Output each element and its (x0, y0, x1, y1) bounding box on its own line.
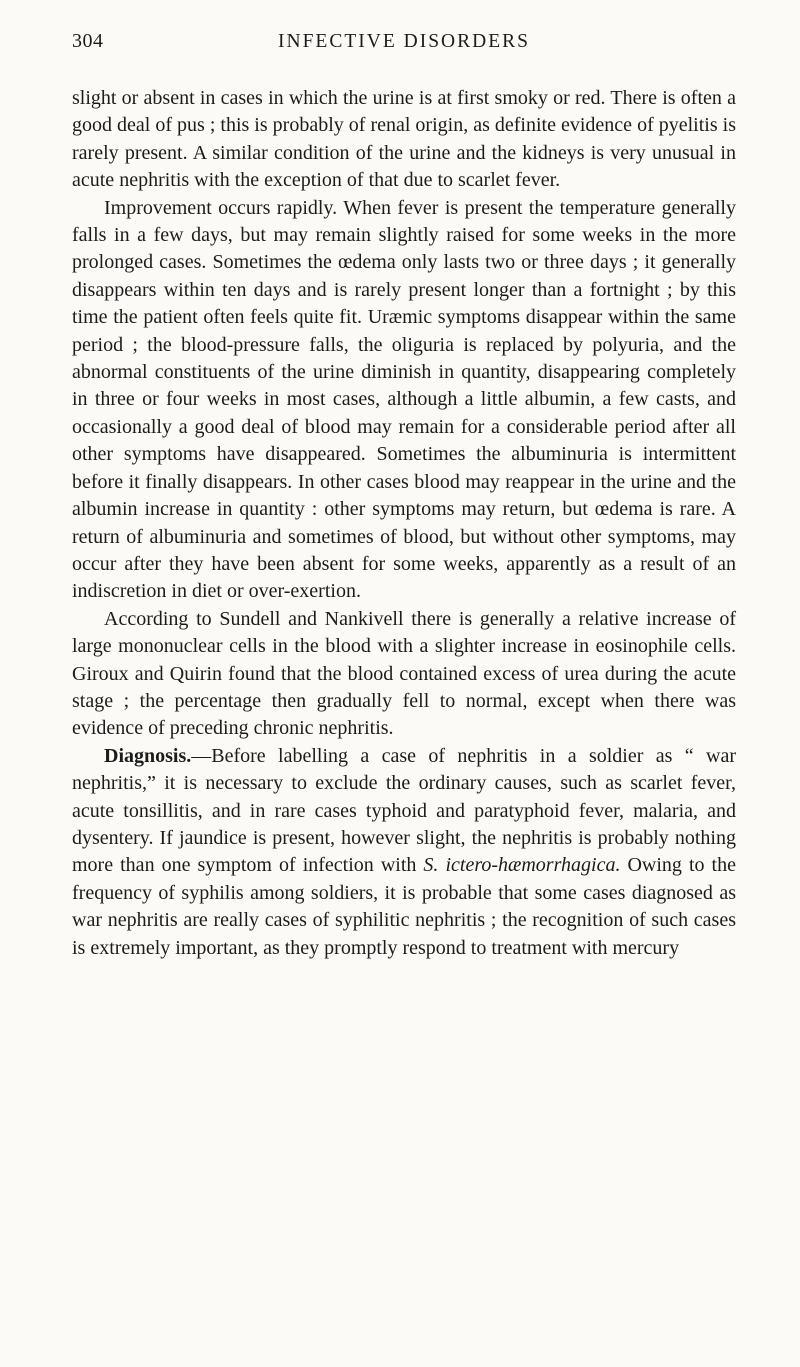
paragraph-blood-findings: According to Sundell and Nankivell there is generally a relative increase of large mononuclear cells in the blood with a slighter increase in eosinophile cells. Giroux and Quirin found that the blood contained excess of urea during the acute stage ; the percentage then gradually fell to normal, except when there was evidence of preceding chronic nephritis. (72, 607, 736, 740)
diagnosis-run-in-heading: Diagnosis. (104, 744, 192, 767)
diagnosis-text-part-1: —Before labelling a case of nephritis in a soldier as “ war nephritis,” it is necessary to exclude the ordinary causes, such as scarlet fever, acute tonsillitis, and in rare cases typhoid and paratyphoid fever, malaria, and dysentery. If jaundice is present, however slight, the nephritis is probably nothing more than one symptom of infection with (72, 744, 736, 877)
page-number: 304 (72, 30, 104, 52)
running-header (72, 30, 736, 53)
species-name-italic: S. ictero-hæmorrhagica. (423, 854, 621, 877)
paragraph-continuation: slight or absent in cases in which the urine is at first smoky or red. There is often a good deal of pus ; this is probably of renal origin, as definite evidence of pyelitis is rarely present. A similar condition of the urine and the kidneys is very unusual in acute nephritis with the exception of that due to scarlet fever. (72, 87, 736, 192)
page-body (72, 85, 736, 962)
running-title: INFECTIVE DISORDERS (278, 31, 530, 52)
diagnosis-text-part-2: Owing to the frequency of syphilis among soldiers, it is probable that some cases diagnosed as war nephritis are really cases of syphilitic nephritis ; the recognition of such cases is extremely important, as they promptly respond to treatment with mercury (72, 854, 736, 959)
paragraph-improvement: Improvement occurs rapidly. When fever is present the temperature generally falls in a few days, but may remain slightly raised for some weeks in the more prolonged cases. Sometimes the œdema only lasts two or three days ; it generally disappears within ten days and is rarely present longer than a fortnight ; by this time the patient often feels quite fit. Uræmic symptoms disappear within the same period ; the blood-pressure falls, the oliguria is replaced by polyuria, and the abnormal constituents of the urine diminish in quantity, disappearing completely in three or four weeks in most cases, although a little albumin, a few casts, and occasionally a good deal of blood may remain for a considerable period after all other symptoms have disappeared. Sometimes the albuminuria is intermittent before it finally disappears. In other cases blood may reappear in the urine and the albumin increase in quantity : other symptoms may return, but œdema is rare. A return of albuminuria and sometimes of blood, but without other symptoms, may occur after they have been absent for some weeks, apparently as a result of an indiscretion in diet or over-exertion. (72, 196, 736, 603)
paragraph-diagnosis (72, 743, 736, 962)
